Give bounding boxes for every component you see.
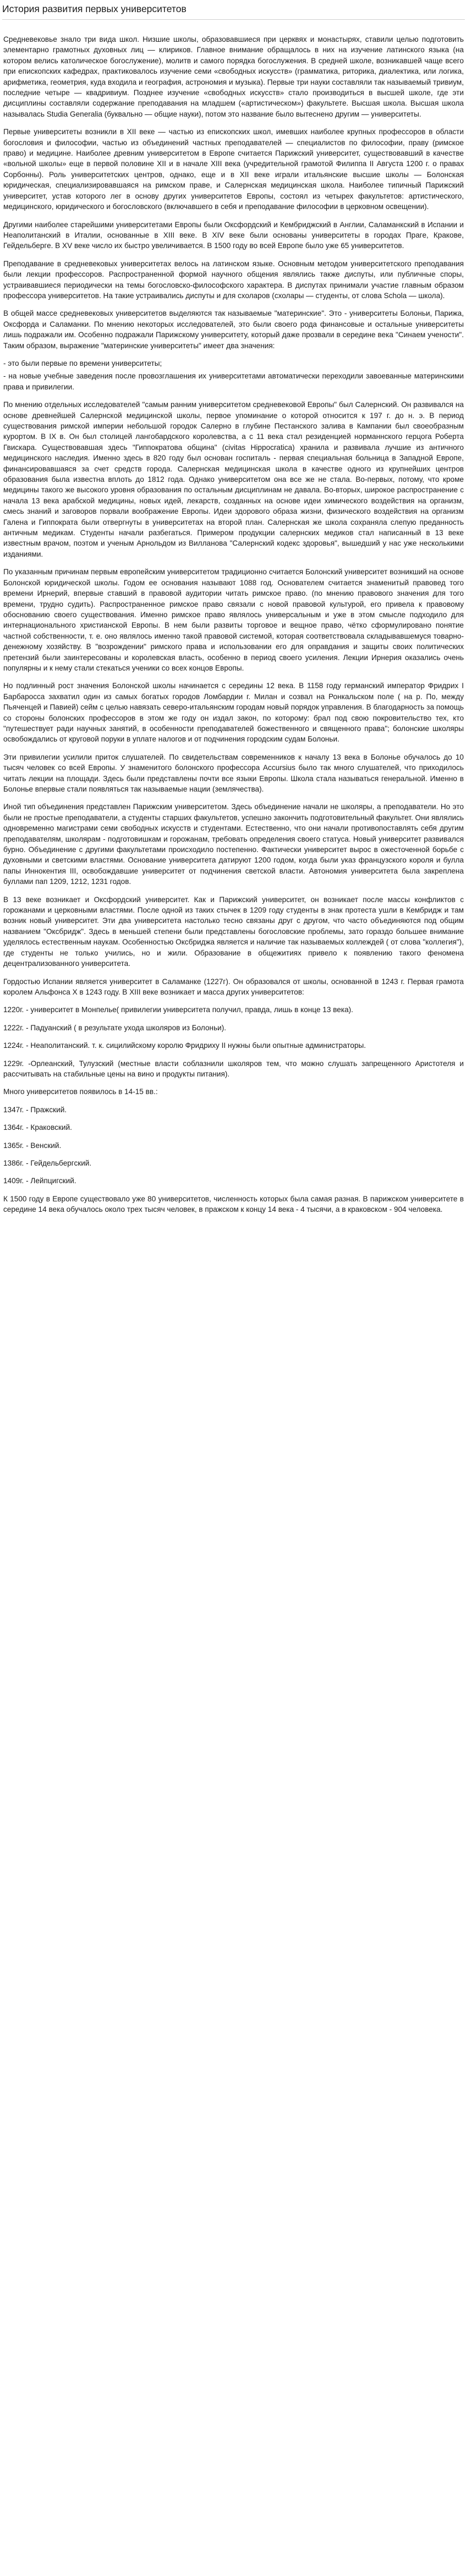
list-item: 1364г. - Краковский. — [3, 1123, 72, 1132]
list-intro: Много университетов появилось в 14-15 вв.: — [3, 1087, 158, 1096]
paragraph: - это были первые по времени университеты; — [3, 359, 162, 367]
article — [0, 3, 466, 1228]
date-entry: 1224г. - Неаполитанский. т. к. сицилийскому королю Фридриху II нужны были опытные администраторы. — [3, 1041, 366, 1050]
article-body — [1, 20, 465, 1215]
date-entry: 1220г. - университет в Монпелье( привилегии университета получил, правда, лишь в конце 13 века). — [3, 1006, 353, 1014]
paragraph: Средневековье знало три вида школ. Низшие школы, образовавшиеся при церквях и монастырях, ставили целью подготовить элементарно грамотных духовных лиц — клириков. Главное внимание обращалось в них на изучение латинского языка (на котором велись католическое богослужение), молитв и самого порядка богослужения. В средней школе, возникавшей чаще всего при епископских кафедрах, практиковалось изучение семи «свободных искусств» (грамматика, риторика, диалектика, или логика, арифметика, геометрия, куда входила и география, астрономия и музыка). Первые три науки составляли так называемый тривиум, последние четыре — квадривиум. Позднее изучение «свободных искусств» стало производиться в высшей школе, где эти дисциплины составляли содержание преподавания на младшем («артистическом») факультете. Высшая школа. Высшая школа называлась Studia Generalia (буквально — общие науки), потом это название было вытеснено другим — университеты. — [3, 35, 464, 118]
list-item: 1386г. - Гейдельбергский. — [3, 1158, 92, 1167]
list-item: 1347г. - Пражский. — [3, 1105, 67, 1114]
paragraph: - на новые учебные заведения после провозглашения их университетами автоматически переходили завоеванные материнскими права и привилегии. — [3, 372, 464, 391]
list-item: 1365г. - Венский. — [3, 1141, 62, 1150]
date-entry: 1222г. - Падуанский ( в результате ухода школяров из Болоньи). — [3, 1023, 227, 1032]
paragraph: Эти привилегии усилили приток слушателей. По свидетельствам современников к началу 13 века в Болонье обучалось до 10 тысяч человек со всей Европы. У знаменитого болонского профессора Accursius было так много слушателей, что приходилось читать лекции на площади. Здесь были представлены почти все языки Европы. Школа стала называться генеральной. Именно в Болонье впервые стали появляться так называемые нации (землячества). — [3, 753, 464, 793]
paragraph: Гордостью Испании является университет в Саламанке (1227г). Он образовался от школы, основанной в 1243 г. Первая грамота королем Альфонса X в 1243 году. В XIII веке возникает и масса других университетов: — [3, 977, 464, 996]
paragraph: Преподавание в средневековых университетах велось на латинском языке. Основным методом университетского преподавания были лекции профессоров. Распространенной формой научного общения являлись также диспуты, или публичные споры, устраивавшиеся периодически на темы богословско-философского характера. В диспутах принимали участие главным образом профессора университетов. На такие устраивались диспуты и для схоларов (схолары — студенты, от слова Schola — школа). — [3, 259, 464, 300]
paragraph: Первые университеты возникли в XII веке — частью из епископских школ, имевших наиболее крупных профессоров в области богословия и философии, частью из объединений частных преподавателей — специалистов по философии, праву (римское право) и медицине. Наиболее древним университетом в Европе считается Парижский университет, существовавший в качестве «вольной школы» еще в первой половине XII и в начале XIII века (учредительной грамотой Филиппа II Августа 1200 г. о правах Сорбонны). Роль университетских центров, однако, еще и в XII веке играли итальянские высшие школы — Болонская юридическая, специализировавшаяся на римском праве, и Салернская медицинская школа. Наиболее типичный Парижский университет, устав которого лег в основу других университетов Европы, состоял из четырех факультетов: артистического, медицинского, юридического и богословского (включавшего в себя и преподавание философии в церковном освещении). — [3, 128, 464, 211]
paragraph: Но подлинный рост значения Болонской школы начинается с середины 12 века. В 1158 году германский император Фридрих I Барбаросса захватил один из самых богатых городов Ломбардии г. Милан и созвал на Ронкальском поле ( на р. По, между Пьяченцей и Павией) сейм с целью навязать северо-итальянским городам новый порядок управления. В благодарность за помощь со стороны болонских профессоров в этом же году он издал закон, по которому: брал под свою покровительство тех, кто "путешествует ради научных занятий, в особенности преподавателей божественного и священного права"; болонские школяры освобождались от круговой поруки в уплате налогов и от подчинения городским судам Болоньи. — [3, 682, 464, 744]
closing-paragraph: К 1500 году в Европе существовало уже 80 университетов, численность которых была самая разная. В парижском университете в середине 14 века обучалось около трех тысяч человек, в пражском к концу 14 века - 4 тысячи, а в краковском - 904 человека. — [3, 1194, 464, 1214]
paragraph: По мнению отдельных исследователей "самым ранним университетом средневековой Европы" был Салернский. Он развивался на основе древнейшей Салернской медицинской школы, первое упоминание о которой относится к 197 г. до н. э. В период существования римской империи небольшой городок Салерно в глубине Пестанского залива в Кампании был своеобразным курортом. В IX в. Он был столицей лангобардского королевства, а с 11 века стал резиденцией норманнского герцога Роберта Гвискара. Существовавшая здесь "Гиппократова община" (civitas Hippocratica) хранила и развивала лучшие из античного медицинского наследия. Именно здесь в 820 году был основан госпиталь - первая специальная больница в Западной Европе, финансировавшаяся за счет средств города. Салернская медицинская школа в качестве одного из крупнейших центров образования была известна вплоть до 1812 года. Однако университетом она все же не стала. Во-первых, потому, что кроме медицины такого же высокого уровня образования по остальным дисциплинам не давала. Во-вторых, широкое распространение с начала 13 века арабской медицины, новых идей, лекарств, созданных на основе идеи химического воздействия на организм, смесь знаний и заговоров порвали воображение Европы. Идеи здорового образа жизни, физического воздействия на организм Галена и Гиппократа были отвергнуты в университетах на второй план. Салернская же школа сохраняла слепую преданность античным медикам. Студенты начали разбегаться. Примером продукции салернских медиков стал написанный в 13 веке известным врачом, поэтом и ученым Арнольдом из Вилланова "Салернский кодекс здоровья", вышедший у нас уже несколькими изданиями. — [3, 400, 464, 558]
paragraph: По указанным причинам первым европейским университетом традиционно считается Болонский университет возникший на основе Болонской юридической школы. Годом ее основания называют 1088 год. Основателем считается знаменитый правовед того времени Ирнерий, впервые ставший в правовой аудитории читать римское право. (по мнению правового значения для того времени, трудно судить). Распространенное римское право связали с новой правовой культурой, его привела к правовому обоснованию своего существования. Именно римское право являлось универсальным и уже в этом смысле подходило для интернационального христианской Европы. В нем были развиты торговое и вещное право, чётко сформулировано понятие частной собственности, т. е. оно являлось именно такой правовой системой, которая соответствовала складывавшемуся товарно-денежному хозяйству. В "возрождении" римского права и использовании его для оправдания и защиты своих политических претензий были заинтересованы и королевская власть, особенно в период своего усиления. Лекции Ирнерия оказались очень популярны и к нему стали стекаться ученики со всех концов Европы. — [3, 568, 464, 672]
paragraph: В 13 веке возникает и Оксфордский университет. Как и Парижский университет, он возникает после массы конфликтов с горожанами и церковными властями. После одной из таких стычек в 1209 году студенты в знак протеста ушли в Кембридж и там возник новый университет. Эти два университета настолько тесно связаны друг с другом, что часто объединяются под общим названием "Оксбридж". Здесь в меньшей степени были представлены богословские проблемы, зато гораздо большее внимание уделялось естественным наукам. Особенностью Оксбриджа является и наличие так называемых коллеждей ( от слова "коллегия"), где студенты не только учились, но и жили. Образование в общежитиях привело к появлению такого феномена децентрализованного университета. — [3, 895, 464, 968]
paragraph: Другими наиболее старейшими университетами Европы были Оксфордский и Кембриджский в Англии, Саламанкский в Испании и Неаполитанский в Италии, основанные в XIII веке. В XIV веке были основаны университеты в городах Праге, Кракове, Гейдельберге. В XV веке число их быстро увеличивается. В 1500 году во всей Европе было уже 65 университетов. — [3, 220, 464, 250]
page-title: История развития первых университетов — [2, 3, 465, 20]
paragraph: Иной тип объединения представлен Парижским университетом. Здесь объединение начали не школяры, а преподаватели. Но это были не простые преподаватели, а студенты старших факультетов, успешно закончить подготовительный факультет. Они являлись одновременно магистрами семи свободных искусств и студентами. Естественно, что они начали противопоставлять себя другим преподавателям, школярам - подготовишкам и горожанам, требовать определения своего статуса. Новый университет развивался бурно. Объединение с другими факультетами происходило постепенно. Фактически университет вырос в ожесточенной борьбе с духовными и светскими властями. Основание университета датируют 1200 годом, когда были указ французского короля и булла папы Иннокентия III, освобождавшие университет от подчинения светской власти. Автономия университета была закреплена буллами пап 1209, 1212, 1231 годов. — [3, 803, 464, 886]
list-item: 1409г. - Лейпцигский. — [3, 1177, 76, 1185]
paragraph: В общей массе средневековых университетов выделяются так называемые "материнские". Это - университеты Болоньи, Парижа, Оксфорда и Саламанки. По мнению некоторых исследователей, это были своего рода финансовые и остальные университеты лишь подражали им. Особенно подражали Парижскому университету, который даже прозвали в середине века "Синаем учености". Таким образом, выражение "материнские университеты" имеет два значения: — [3, 309, 464, 350]
date-entry: 1229г. -Орлеанский, Тулузский (местные власти соблазнили школяров тем, что можно слушать запрещенного Аристотеля и рассчитывать на стабильные цены на вино и продукты питания). — [3, 1059, 464, 1078]
